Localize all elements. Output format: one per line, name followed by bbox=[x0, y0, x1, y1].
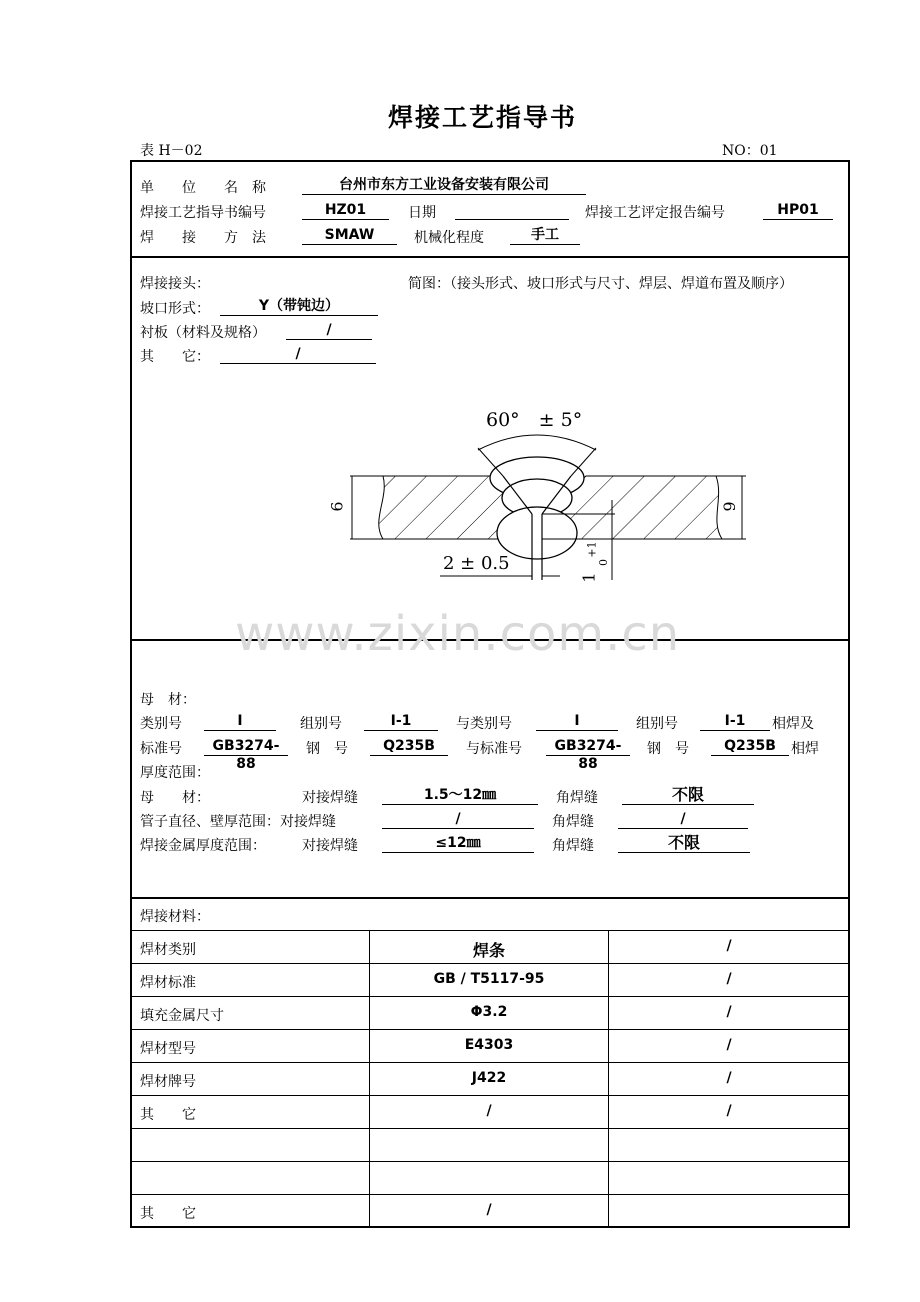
pqr-number-label: 焊接工艺评定报告编号 bbox=[585, 205, 725, 221]
table-cell: E4303 bbox=[464, 1037, 514, 1053]
wps-number-value: HZ01 bbox=[302, 201, 389, 220]
with-type-label: 与类别号 bbox=[456, 716, 512, 732]
method-label: 焊 接 方 法 bbox=[140, 230, 266, 246]
table-cell: Φ3.2 bbox=[470, 1004, 508, 1020]
weld-with-label: 相焊及 bbox=[772, 716, 814, 732]
unit-value: 台州市东方工业设备安装有限公司 bbox=[302, 176, 586, 195]
table-cell: / bbox=[726, 1070, 732, 1086]
table-grid-line bbox=[130, 930, 850, 931]
table-grid-line bbox=[130, 1194, 850, 1195]
groove-label: 坡口形式： bbox=[140, 301, 210, 317]
type-no-value: Ⅰ bbox=[204, 712, 276, 731]
bm-thickness-label: 母 材： bbox=[140, 790, 210, 806]
table-cell: / bbox=[726, 971, 732, 987]
table-cell: J422 bbox=[471, 1070, 507, 1086]
mechanization-value: 手工 bbox=[510, 226, 580, 245]
table-cell: / bbox=[726, 1004, 732, 1020]
base-metal-label: 母 材： bbox=[140, 692, 196, 708]
bm-fillet-value: 不限 bbox=[622, 786, 754, 805]
materials-label: 焊接材料： bbox=[140, 909, 210, 925]
table-cell: GB / T5117-95 bbox=[433, 971, 545, 987]
table-cell: / bbox=[726, 1037, 732, 1053]
mechanization-label: 机械化程度 bbox=[414, 230, 484, 246]
group-no-value: Ⅰ-1 bbox=[364, 712, 438, 731]
pipe-butt-value: / bbox=[382, 810, 534, 829]
steel-grade-2-label: 钢 号 bbox=[647, 741, 689, 757]
group-no-2-value: Ⅰ-1 bbox=[700, 712, 770, 731]
table-row-label: 焊材类别 bbox=[140, 942, 196, 958]
steel-grade-value: Q235B bbox=[370, 737, 448, 756]
weld-label: 相焊 bbox=[791, 741, 819, 757]
wps-number-label: 焊接工艺指导书编号 bbox=[140, 205, 266, 221]
table-row-label: 其 它 bbox=[140, 1107, 196, 1123]
form-number: 表 H－02 bbox=[140, 143, 203, 159]
groove-value: Y（带钝边） bbox=[220, 297, 378, 316]
steel-grade-2-value: Q235B bbox=[711, 737, 789, 756]
standard-value: GB3274-88 bbox=[204, 737, 288, 756]
table-cell: / bbox=[486, 1103, 492, 1119]
left-thickness-label: 6 bbox=[327, 501, 347, 512]
table-row-label: 其 它 bbox=[140, 1206, 196, 1222]
with-type-value: Ⅰ bbox=[536, 712, 618, 731]
deposit-butt-label: 对接焊缝 bbox=[302, 838, 358, 854]
deposit-range-label: 焊接金属厚度范围： bbox=[140, 838, 266, 854]
table-row-label: 焊材型号 bbox=[140, 1041, 196, 1057]
table-grid-line bbox=[130, 996, 850, 997]
bm-butt-value: 1.5～12㎜ bbox=[382, 786, 538, 805]
method-value: SMAW bbox=[302, 226, 397, 245]
standard-label: 标准号 bbox=[140, 741, 182, 757]
steel-grade-label: 钢 号 bbox=[306, 741, 348, 757]
table-grid-line bbox=[130, 1128, 850, 1129]
pqr-number-value: HP01 bbox=[763, 201, 833, 220]
table-cell: / bbox=[486, 1202, 492, 1218]
backing-value: / bbox=[286, 321, 372, 340]
with-standard-label: 与标准号 bbox=[466, 741, 522, 757]
table-row-label: 焊材牌号 bbox=[140, 1074, 196, 1090]
unit-label: 单 位 名 称 bbox=[140, 180, 266, 196]
backing-label: 衬板（材料及规格） bbox=[140, 325, 266, 341]
group-no-2-label: 组别号 bbox=[636, 716, 678, 732]
pipe-fillet-label: 角焊缝 bbox=[552, 814, 594, 830]
other-value: / bbox=[220, 345, 376, 364]
group-no-label: 组别号 bbox=[300, 716, 342, 732]
root-face-minus-tolerance: 0 bbox=[597, 559, 610, 566]
with-standard-value: GB3274-88 bbox=[546, 737, 630, 756]
root-bead bbox=[497, 507, 577, 559]
groove-angle-label: 60° ± 5° bbox=[486, 409, 583, 431]
table-grid-line bbox=[130, 1095, 850, 1096]
root-gap-label: 2 ± 0.5 bbox=[443, 553, 510, 574]
type-no-label: 类别号 bbox=[140, 716, 182, 732]
pipe-fillet-value: / bbox=[618, 810, 748, 829]
table-grid-line bbox=[130, 963, 850, 964]
table-cell: / bbox=[726, 938, 732, 954]
table-grid-line bbox=[130, 1062, 850, 1063]
table-row-label: 焊材标准 bbox=[140, 975, 196, 991]
date-label: 日期 bbox=[408, 205, 436, 221]
table-grid-line bbox=[130, 1161, 850, 1162]
joint-label: 焊接接头： bbox=[140, 276, 210, 292]
table-cell: / bbox=[726, 1103, 732, 1119]
document-number: NO：01 bbox=[722, 143, 778, 159]
other-label: 其 它： bbox=[140, 349, 210, 365]
right-thickness-label: 6 bbox=[719, 501, 739, 512]
watermark-text: www.zixin.com.cn bbox=[235, 606, 681, 662]
root-face-plus-tolerance: +1 bbox=[585, 541, 599, 558]
sketch-label: 简图：（接头形式、坡口形式与尺寸、焊层、焊道布置及顺序） bbox=[408, 276, 793, 292]
deposit-butt-value: ≤12㎜ bbox=[382, 834, 534, 853]
deposit-fillet-value: 不限 bbox=[618, 834, 750, 853]
pipe-range-label: 管子直径、壁厚范围：对接焊缝 bbox=[140, 814, 336, 830]
bm-butt-label: 对接焊缝 bbox=[302, 790, 358, 806]
table-grid-line bbox=[130, 1029, 850, 1030]
table-row-label: 填充金属尺寸 bbox=[140, 1008, 224, 1024]
table-cell: 焊条 bbox=[472, 941, 505, 960]
thickness-range-label: 厚度范围： bbox=[140, 765, 210, 781]
root-face-label: 1 bbox=[579, 572, 599, 583]
document-title: 焊接工艺指导书 bbox=[388, 103, 578, 132]
bm-fillet-label: 角焊缝 bbox=[556, 790, 598, 806]
deposit-fillet-label: 角焊缝 bbox=[552, 838, 594, 854]
